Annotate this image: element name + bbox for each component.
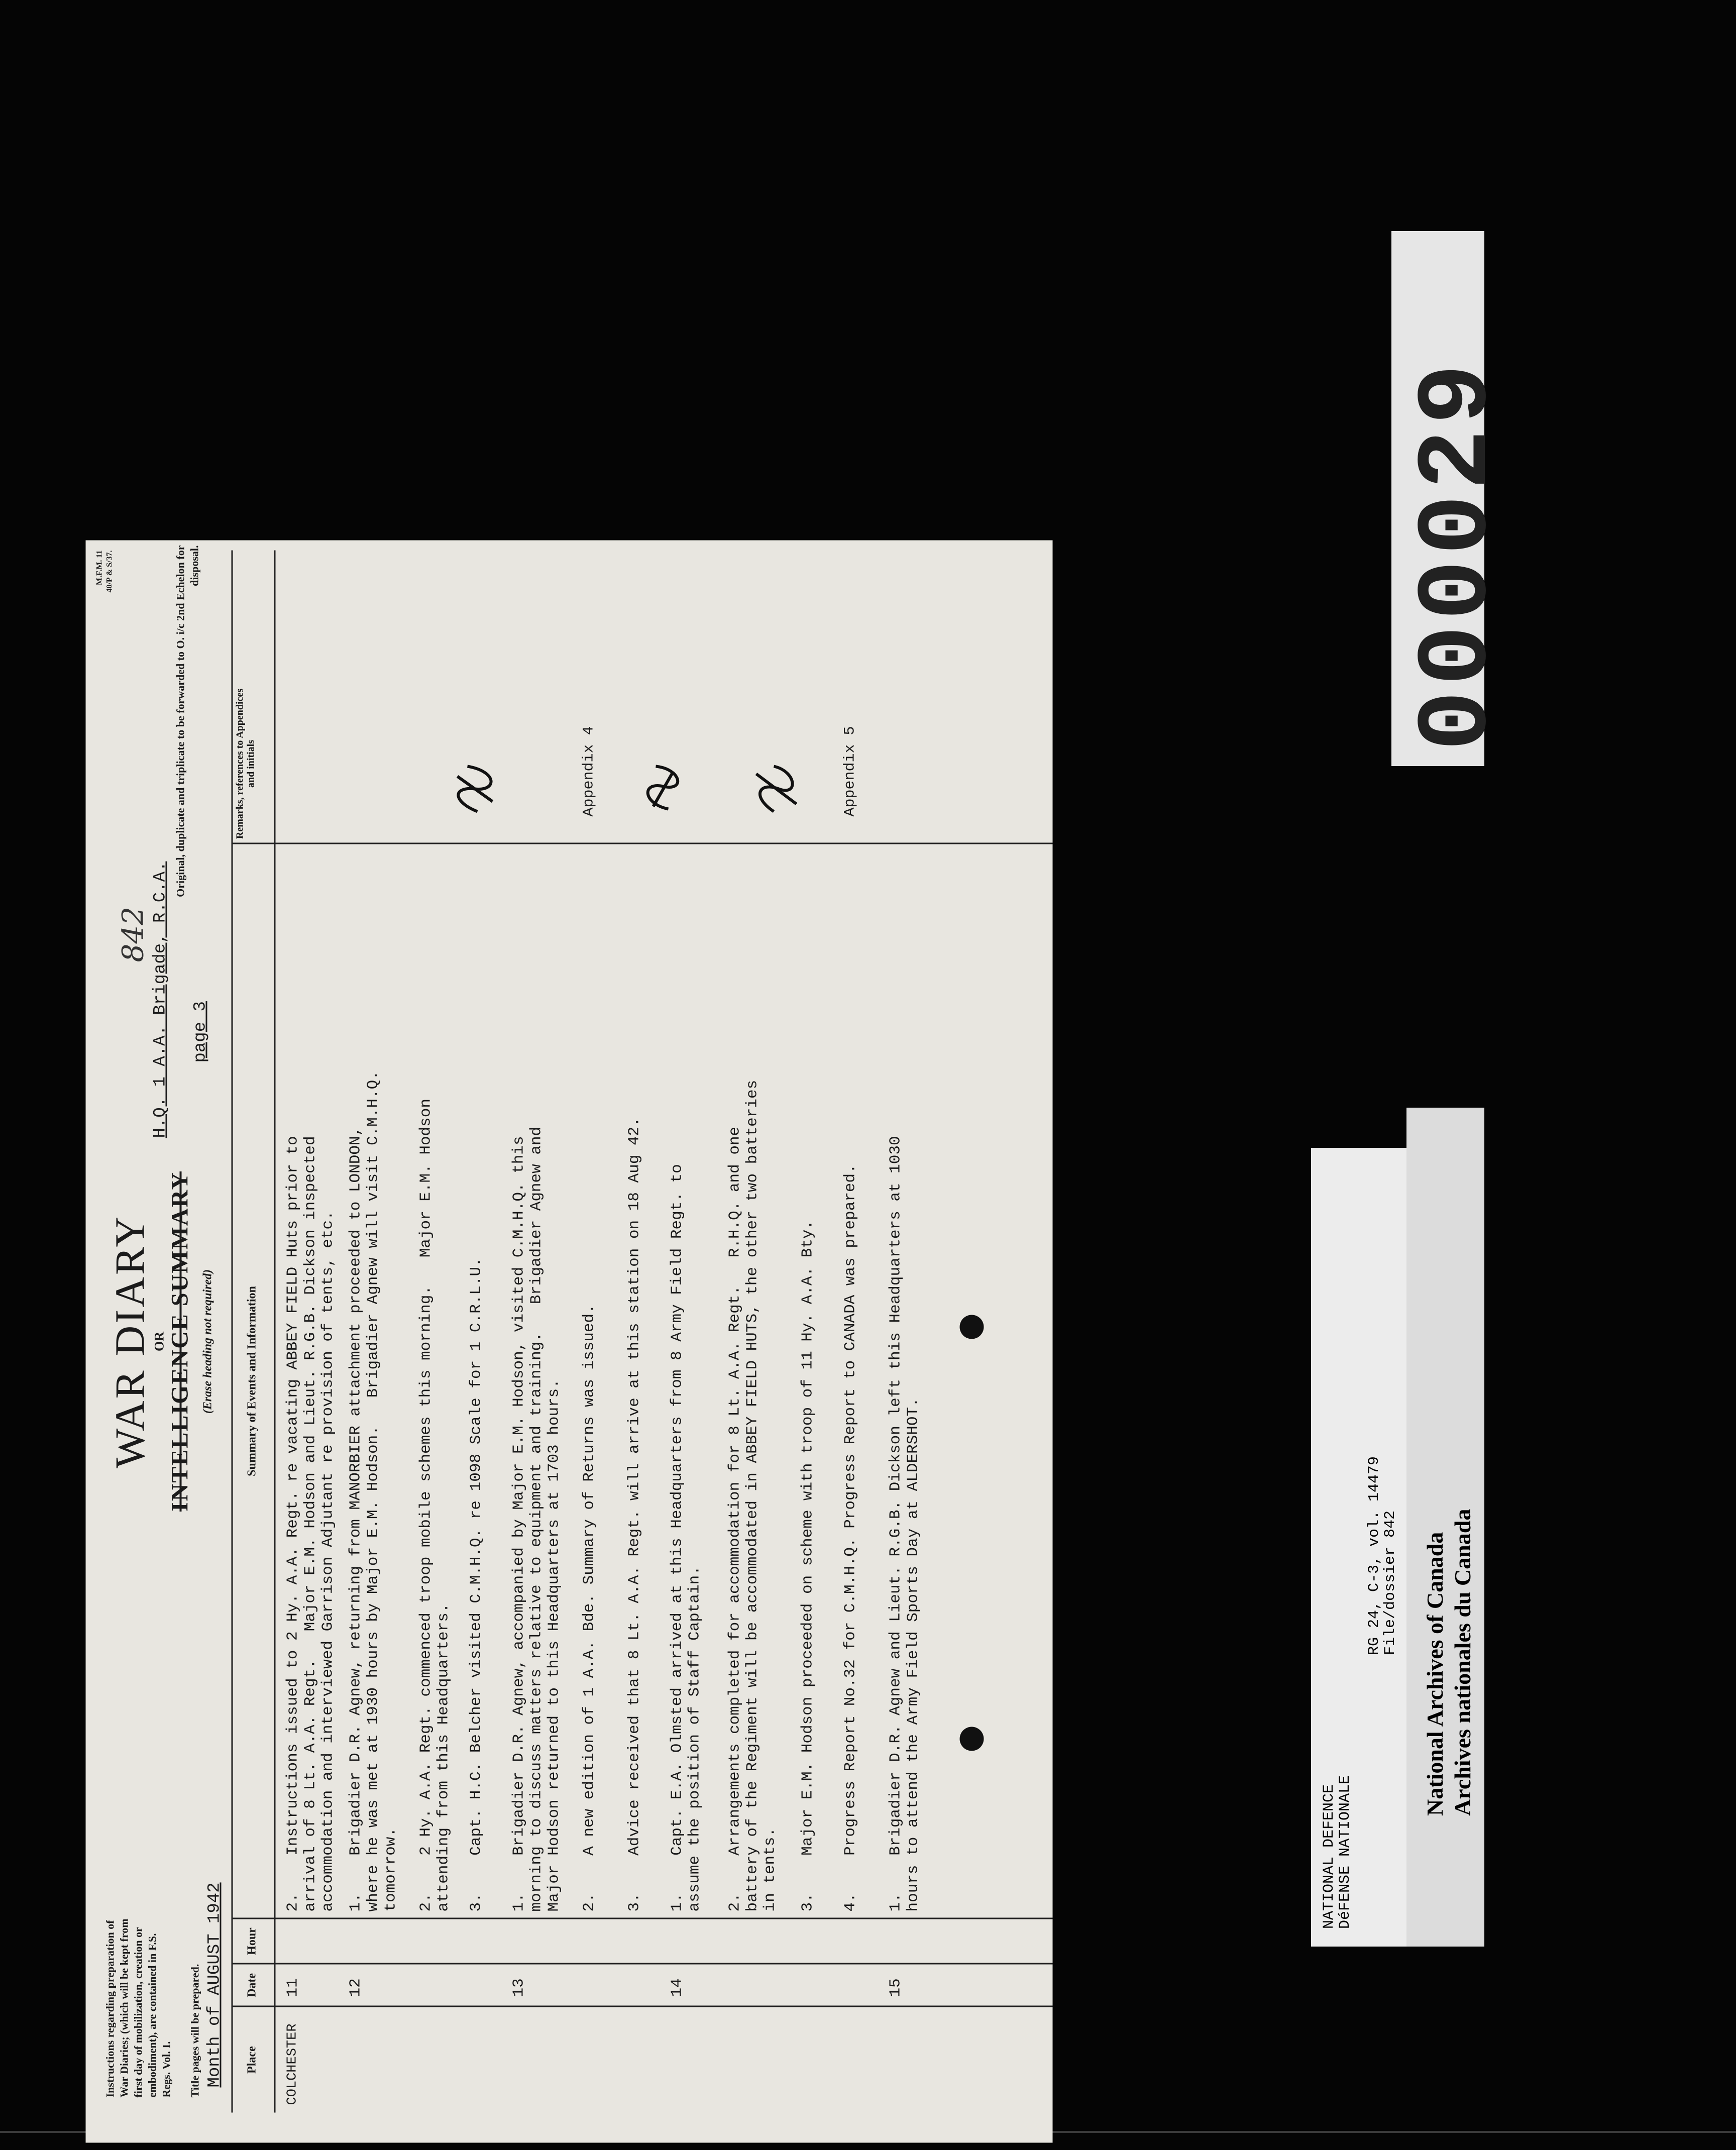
initials-signature: [633, 762, 689, 817]
initials-signature: [448, 762, 508, 817]
page-number: page 3: [191, 1001, 210, 1063]
archives-french: Archives nationales du Canada: [1450, 1509, 1475, 1816]
initials-signature: [749, 762, 804, 817]
frame-number: 000029: [1401, 359, 1515, 751]
national-defence-text: NATIONAL DEFENCE DéFENSE NATIONALE: [1321, 1775, 1354, 1929]
archive-reference-label: [1311, 1148, 1406, 1947]
entry-text: 4. Progress Report No.32 for C.M.H.Q. Progress Report to CANADA was prepared.: [841, 1164, 859, 1912]
entry-text: 3. Major E.M. Hodson proceeded on scheme with troop of 11 Hy. A.A. Bty.: [799, 1220, 817, 1912]
table-header-rule: [274, 551, 276, 2113]
form-code: M.F.M. 11 40/P & S/37.: [95, 550, 114, 593]
remark-cell: Appendix 5: [841, 726, 859, 817]
entry-text: 1. Brigadier D.R. Agnew, accompanied by Major E.M. Hodson, visited C.M.H.Q. this morning to discuss matters relative to equipment and training. Brigadier Agnew and Major Hodson returned to this Headquarters at 1703 hours.: [510, 1126, 563, 1912]
header-summary: Summary of Events and Information: [245, 1286, 259, 1476]
date-cell: 11: [284, 1978, 302, 1997]
header-remarks: Remarks, references to Appendices and initials: [234, 688, 257, 839]
or-label: OR: [152, 1332, 167, 1351]
column-rule: [232, 843, 1053, 844]
entry-text: 2. Arrangements completed for accommodation for 8 Lt. A.A. Regt. R.H.Q. and one battery of the Regiment will be accommodated in ABBEY FIELD HUTS, the other two batteries in tents.: [726, 1080, 779, 1912]
header-place: Place: [245, 2046, 259, 2074]
distribution-note: Original, duplicate and triplicate to be forwarded to O. i/c 2nd Echelon for disposal.: [174, 545, 201, 897]
header-date: Date: [245, 1973, 259, 1997]
title-pages-note: Title pages will be prepared.: [188, 1964, 201, 2098]
instructions-text: Instructions regarding preparation of War Diaries; (which will be kept from first day of mobilization, creation or embodiment), are contained in F.S. Regs. Vol. I.: [103, 1918, 173, 2098]
handwritten-number: 842: [116, 906, 150, 962]
punch-hole: [960, 1727, 984, 1751]
date-cell: 15: [887, 1978, 905, 1997]
column-rule: [232, 1918, 1053, 1919]
erase-note: (Erase heading not required): [201, 1269, 214, 1414]
date-cell: 12: [347, 1978, 365, 1997]
summary-title: INTELLIGENCE SUMMARY: [166, 1171, 193, 1512]
punch-hole: [960, 1315, 984, 1339]
entry-text: 3. Advice received that 8 Lt. A.A. Regt. will arrive at this station on 18 Aug 42.: [625, 1117, 643, 1912]
column-rule: [232, 2006, 1053, 2007]
entry-text: 2. Instructions issued to 2 Hy. A.A. Regt. re vacating ABBEY FIELD Huts prior to arrival of 8 Lt. A.A. Regt. Major E.M. Hodson and Lieut. R.G.B. Dickson inspected accommodation and interviewed Garrison Adjutant re provision of tents, etc.: [284, 1136, 337, 1912]
date-cell: 13: [510, 1978, 528, 1997]
national-archives-label: [1406, 1108, 1484, 1947]
entry-text: 2. A new edition of 1 A.A. Bde. Summary of Returns was issued.: [580, 1304, 598, 1912]
entry-text: 1. Brigadier D.R. Agnew and Lieut. R.G.B. Dickson left this Headquarters at 1030 hours to attend the Army Field Sports Day at ALDERSHOT.: [887, 1136, 922, 1912]
entry-text: 1. Capt. E.A. Olmsted arrived at this Headquarters from 8 Army Field Regt. to assume the position of Staff Captain.: [668, 1164, 704, 1912]
column-rule: [232, 1963, 1053, 1965]
frame-number-box: [1391, 231, 1515, 766]
place-cell: COLCHESTER: [285, 2023, 300, 2105]
war-diary-page: [86, 541, 1053, 2143]
archives-english: National Archives of Canada: [1422, 1532, 1448, 1816]
entry-text: 2. 2 Hy. A.A. Regt. commenced troop mobile schemes this morning. Major E.M. Hodson attending from this Headquarters.: [417, 1099, 453, 1912]
entry-text: 3. Capt. H.C. Belcher visited C.M.H.Q. re 1098 Scale for 1 C.R.L.U.: [467, 1257, 485, 1912]
unit-field: H.Q. 1 A.A. Brigade, R.C.A.: [151, 861, 170, 1138]
remark-cell: Appendix 4: [580, 726, 598, 817]
month-field: Month of AUGUST 1942: [205, 1882, 225, 2088]
header-hour: Hour: [245, 1927, 259, 1955]
table-top-rule: [232, 551, 233, 2113]
entry-text: 1. Brigadier D.R. Agnew, returning from MANORBIER attachment proceeded to LONDON, where he was met at 1930 hours by Major E.M. Hodson. Brigadier Agnew will visit C.M.H.Q. tomorrow.: [347, 1070, 400, 1912]
reference-text: RG 24, C-3, vol. 14479 File/dossier 842: [1366, 1456, 1399, 1655]
date-cell: 14: [668, 1978, 686, 1997]
page-title: WAR DIARY: [106, 1215, 154, 1469]
